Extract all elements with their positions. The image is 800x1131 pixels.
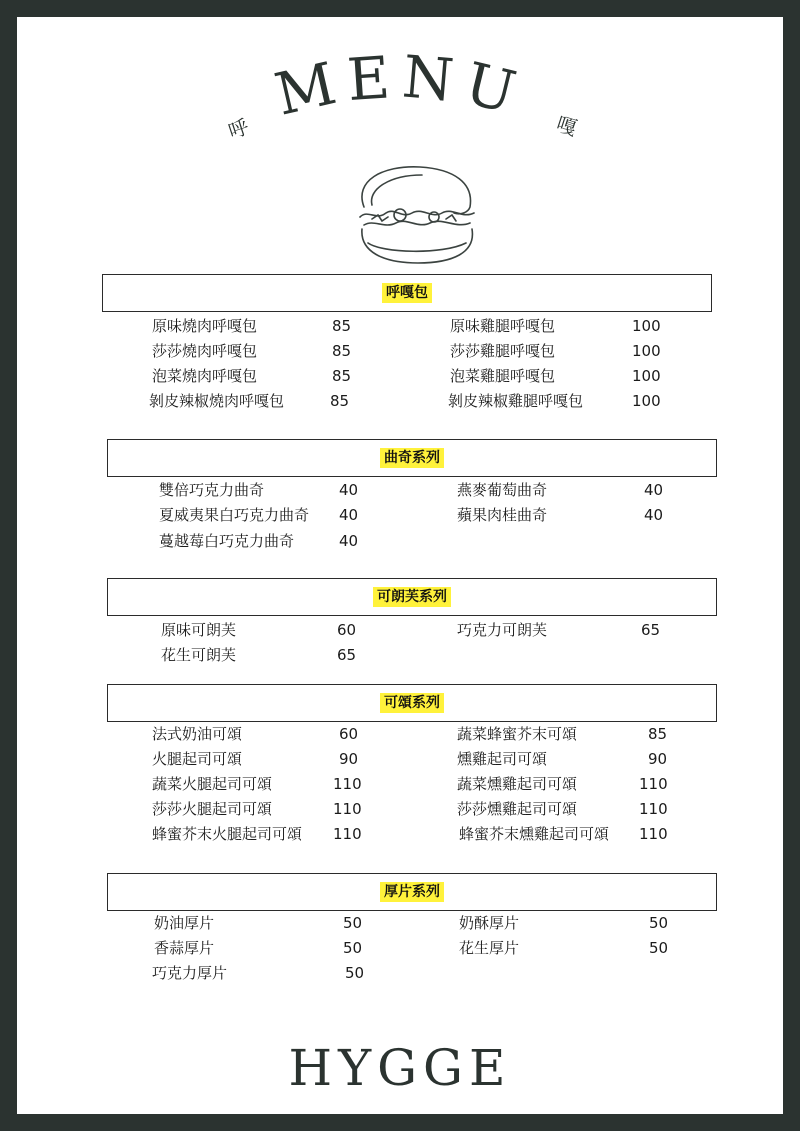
menu-item-name: 雙倍巧克力曲奇 bbox=[159, 481, 265, 499]
menu-item-name: 奶酥厚片 bbox=[459, 914, 520, 932]
menu-item-price: 90 bbox=[339, 750, 359, 768]
menu-item-name: 夏威夷果白巧克力曲奇 bbox=[159, 506, 310, 524]
menu-item-price: 110 bbox=[333, 800, 362, 818]
section-header-cookies bbox=[107, 439, 717, 477]
menu-item-name: 花生可朗芙 bbox=[161, 646, 237, 664]
menu-item-price: 50 bbox=[345, 964, 365, 982]
menu-title bbox=[269, 42, 532, 129]
section-title: 呼嘎包 bbox=[382, 283, 432, 303]
menu-item-price: 65 bbox=[337, 646, 357, 664]
menu-title-text: MENU bbox=[268, 42, 532, 130]
menu-item-price: 60 bbox=[339, 725, 359, 743]
menu-item-price: 40 bbox=[339, 532, 359, 550]
menu-item-price: 110 bbox=[639, 775, 668, 793]
menu-item-price: 50 bbox=[649, 939, 669, 957]
menu-item-name: 奶油厚片 bbox=[154, 914, 215, 932]
menu-item-name: 泡菜燒肉呼嘎包 bbox=[152, 367, 258, 385]
menu-item-price: 100 bbox=[632, 342, 661, 360]
menu-item-price: 50 bbox=[649, 914, 669, 932]
menu-item-name: 蔬菜火腿起司可頌 bbox=[152, 775, 273, 793]
menu-item-name: 火腿起司可頌 bbox=[152, 750, 243, 768]
section-header-cronuts bbox=[107, 578, 717, 616]
section-header-hoogabao bbox=[102, 274, 712, 312]
menu-item-price: 110 bbox=[333, 825, 362, 843]
menu-item-price: 40 bbox=[644, 481, 664, 499]
menu-item-price: 50 bbox=[343, 939, 363, 957]
section-title: 可朗芙系列 bbox=[373, 587, 451, 607]
menu-item-price: 110 bbox=[639, 825, 668, 843]
menu-item-price: 110 bbox=[333, 775, 362, 793]
menu-item-price: 85 bbox=[330, 392, 350, 410]
menu-item-price: 60 bbox=[337, 621, 357, 639]
menu-item-price: 100 bbox=[632, 367, 661, 385]
menu-item-name: 莎莎燒肉呼嘎包 bbox=[152, 342, 258, 360]
menu-item-name: 蔬菜燻雞起司可頌 bbox=[457, 775, 578, 793]
menu-item-price: 85 bbox=[332, 342, 352, 360]
menu-item-name: 莎莎燻雞起司可頌 bbox=[457, 800, 578, 818]
menu-item-name: 蜂蜜芥末火腿起司可頌 bbox=[152, 825, 303, 843]
menu-item-name: 原味雞腿呼嘎包 bbox=[450, 317, 556, 335]
menu-item-price: 40 bbox=[339, 481, 359, 499]
menu-item-price: 85 bbox=[332, 317, 352, 335]
menu-item-price: 40 bbox=[644, 506, 664, 524]
menu-item-name: 原味燒肉呼嘎包 bbox=[152, 317, 258, 335]
menu-item-price: 85 bbox=[332, 367, 352, 385]
menu-item-name: 巧克力厚片 bbox=[152, 964, 228, 982]
section-header-croissants bbox=[107, 684, 717, 722]
menu-item-name: 燕麥葡萄曲奇 bbox=[457, 481, 548, 499]
menu-item-name: 燻雞起司可頌 bbox=[457, 750, 548, 768]
title-left-char: 呼 bbox=[225, 114, 252, 144]
menu-item-name: 剝皮辣椒雞腿呼嘎包 bbox=[448, 392, 584, 410]
menu-item-price: 90 bbox=[648, 750, 668, 768]
section-header-thick-toast bbox=[107, 873, 717, 911]
menu-page bbox=[17, 17, 783, 1114]
menu-item-price: 65 bbox=[641, 621, 661, 639]
menu-item-name: 原味可朗芙 bbox=[161, 621, 237, 639]
menu-item-price: 40 bbox=[339, 506, 359, 524]
menu-item-name: 蘋果肉桂曲奇 bbox=[457, 506, 548, 524]
menu-title-arc bbox=[17, 17, 783, 157]
menu-item-price: 100 bbox=[632, 392, 661, 410]
menu-item-name: 蔓越莓白巧克力曲奇 bbox=[159, 532, 295, 550]
menu-item-price: 85 bbox=[648, 725, 668, 743]
section-title: 曲奇系列 bbox=[380, 448, 444, 468]
menu-item-name: 花生厚片 bbox=[459, 939, 520, 957]
menu-item-name: 莎莎雞腿呼嘎包 bbox=[450, 342, 556, 360]
menu-item-price: 110 bbox=[639, 800, 668, 818]
section-title: 可頌系列 bbox=[380, 693, 444, 713]
menu-item-name: 香蒜厚片 bbox=[154, 939, 215, 957]
menu-item-name: 莎莎火腿起司可頌 bbox=[152, 800, 273, 818]
menu-item-price: 100 bbox=[632, 317, 661, 335]
menu-item-price: 50 bbox=[343, 914, 363, 932]
section-title: 厚片系列 bbox=[380, 882, 444, 902]
menu-item-name: 法式奶油可頌 bbox=[152, 725, 243, 743]
menu-item-name: 剝皮辣椒燒肉呼嘎包 bbox=[149, 392, 285, 410]
menu-item-name: 蔬菜蜂蜜芥末可頌 bbox=[457, 725, 578, 743]
brand-logo-text: HYGGE bbox=[288, 1039, 512, 1097]
menu-item-name: 泡菜雞腿呼嘎包 bbox=[450, 367, 556, 385]
menu-item-name: 蜂蜜芥末燻雞起司可頌 bbox=[459, 825, 610, 843]
bun-sandwich-illustration bbox=[342, 159, 492, 271]
title-right-char: 嘎 bbox=[553, 111, 580, 141]
menu-item-name: 巧克力可朗芙 bbox=[457, 621, 548, 639]
